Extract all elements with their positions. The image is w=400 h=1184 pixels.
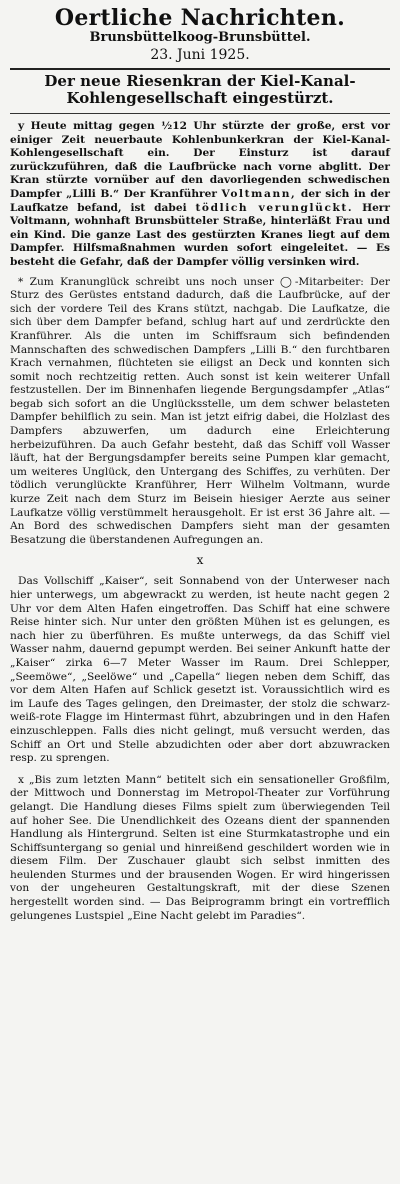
lead-text-c: Herr Voltmann, wohnhaft Brunsbütteler Straße, hinterläßt Frau und ein Kind. Die ganze Last des gestürzten Kranes liegt auf dem Dampfer. Hilfsmaßnahmen wurden sofort eingeleitet. — Es besteht die Gefahr, daß der Dampfer völlig versinken wird. — [10, 201, 390, 268]
headline-line-1: Der neue Riesenkran der Kiel-Kanal- — [44, 72, 356, 90]
film-paragraph: x „Bis zum letzten Mann“ betitelt sich ein sensationeller Großfilm, der Mittwoch und Donnerstag im Metropol-Theater zur Vorführung gelangt. Die Handlung dieses Films spielt zum überwiegenden Teil auf hoher See. Die Unendlichkeit des Ozeans dient der spannenden Handlung als Hintergrund. Selten ist eine Sturmkatastrophe und ein Schiffsuntergang so genial und hinreißend geschildert worden wie in diesem Film. Der Zuschauer glaubt sich selbst inmitten des heulenden Sturmes und der brausenden Wogen. Er wird hingerissen von der ungeheuren Gestaltungskraft, mit der diese Szenen hergestellt worden sind. — Das Beiprogramm bringt ein vortrefflich gelungenes Lustspiel „Eine Nacht gelebt im Paradies“. — [10, 773, 390, 922]
masthead — [10, 6, 390, 64]
lead-name: Voltmann, — [221, 187, 297, 200]
article-vollschiff — [10, 575, 390, 765]
article-lead — [10, 120, 390, 270]
headline-line-2: Kohlengesellschaft eingestürzt. — [66, 89, 334, 107]
section-title: Oertliche Nachrichten. — [54, 5, 346, 31]
article-film — [10, 774, 390, 924]
lead-text-a: y Heute mittag gegen ½12 Uhr stürzte der große, erst vor einiger Zeit neuerbaute Kohlenbunkerkran der Kiel-Kanal-Kohlengesellschaft ein. Der Einsturz ist darauf zurückzuführen, daß die Laufbrücke nach vorne abglitt. Der Kran stürzte vornüber auf den davorliegenden schwedischen Dampfer „Lilli B.“ Der Kranführer — [10, 120, 390, 200]
headline-rule — [10, 113, 390, 114]
vollschiff-paragraph: Das Vollschiff „Kaiser“, seit Sonnabend von der Unterweser nach hier unterwegs, um abgewrackt zu werden, ist heute nacht gegen 2 Uhr vor dem Alten Hafen eingetroffen. Das Schiff hat eine schwere Reise hinter sich. Nur unter den größten Mühen ist es gelungen, es nach hier zu überführen. Es mußte unterwegs, da das Schiff viel Wasser nahm, dauernd gepumpt werden. Bei seiner Ankunft hatte der „Kaiser“ zirka 6—7 Meter Wasser im Raum. Drei Schlepper, „Seemöwe“, „Seelöwe“ und „Capella“ liegen neben dem Schiff, das vor dem Alten Hafen auf Schlick gesetzt ist. Voraussichtlich wird es im Laufe des Tages gelingen, den Dreimaster, der stolz die schwarz-weiß-rote Flagge im Hintermast führt, abzubringen und in den Hafen einzuschleppen. Falls dies nicht gelingt, muß versucht werden, das Schiff an Ort und Stelle abzudichten oder aber dort abzuwracken resp. zu sprengen. — [10, 575, 390, 765]
lead-text-b: der sich in der Laufkatze befand, ist dabei — [10, 187, 390, 214]
section-subtitle: Brunsbüttelkoog-Brunsbüttel. — [89, 30, 311, 45]
article-headline — [10, 73, 390, 107]
article-separator: x — [196, 553, 204, 568]
followup-paragraph: * Zum Kranunglück schreibt uns noch unser ◯-Mitarbeiter: Der Sturz des Gerüstes entstand dadurch, daß die Laufbrücke, auf der sich der vordere Teil des Krans stützt, nachgab. Die Laufkatze, die sich über dem Dampfer befand, schlug hart auf und zerdrückte den Kranführer. Als die unten im Schiffsraum sich befindenden Mannschaften des schwedischen Dampfers „Lilli B.“ den furchtbaren Krach vernahmen, flüchteten sie eiligst an Deck und konnten sich somit noch rechtzeitig retten. Auch sonst ist kein weiterer Unfall festzustellen. Der im Binnenhafen liegende Bergungsdampfer „Atlas“ begab sich sofort an die Unglücksstelle, um dem schwer belasteten Dampfer behilflich zu sein. Man ist jetzt eifrig dabei, die Holzlast des Dampfers abzuwerfen, um dadurch eine Erleichterung herbeizuführen. Da auch Gefahr besteht, daß das Schiff voll Wasser läuft, hat der Bergungsdampfer bereits seine Pumpen klar gemacht, um weiteres Unglück, den Untergang des Schiffes, zu verhüten. Der tödlich verunglückte Kranführer, Herr Wilhelm Voltmann, wurde kurze Zeit nach dem Sturz im Beisein hiesiger Aerzte aus seiner Laufkatze völlig verstümmelt herausgeholt. Er ist erst 36 Jahre alt. — An Bord des schwedischen Dampfers sieht man der gesamten Besatzung die überstandenen Aufregungen an. — [10, 275, 390, 546]
article-followup — [10, 276, 390, 548]
lead-paragraph — [10, 120, 390, 270]
lead-emphasis: tödlich verunglückt. — [195, 201, 354, 214]
masthead-rule — [10, 68, 390, 70]
issue-date: 23. Juni 1925. — [150, 47, 250, 63]
